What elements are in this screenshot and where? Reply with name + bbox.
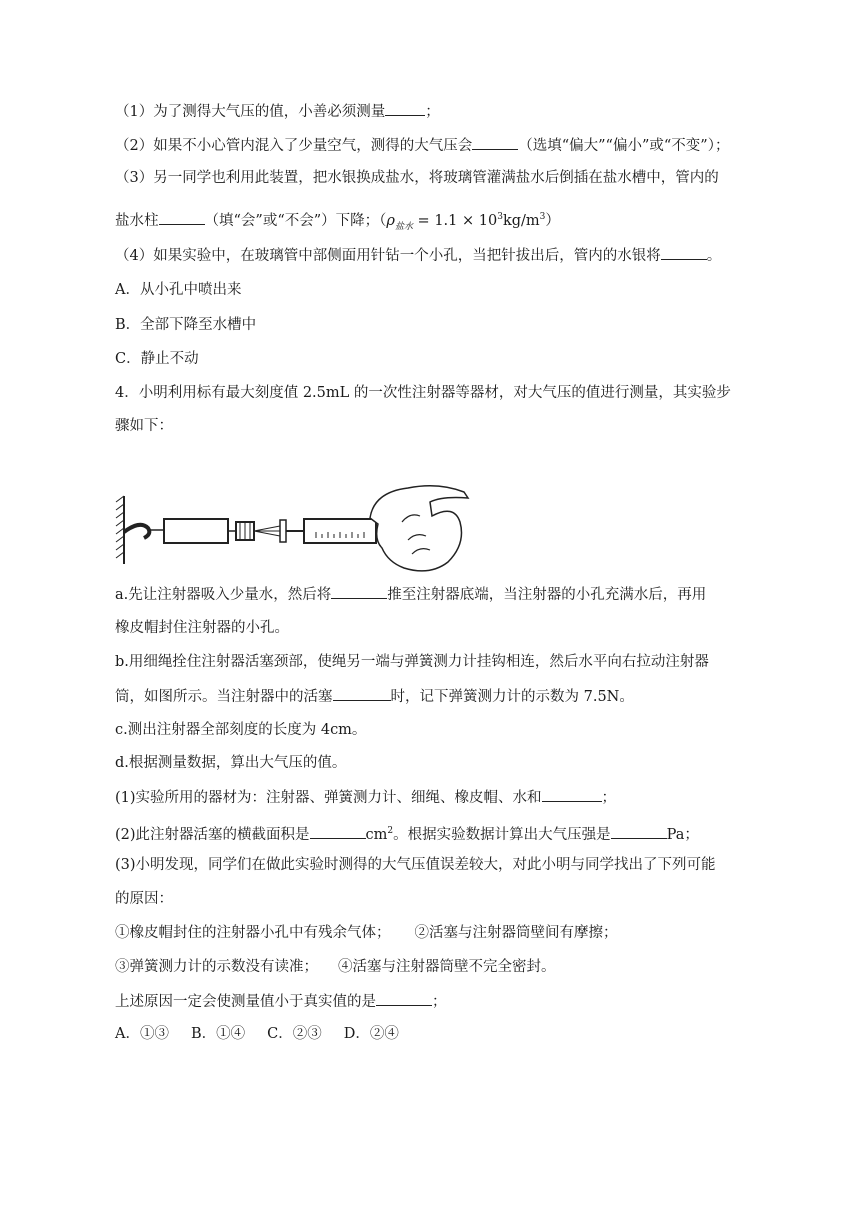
syringe-flange <box>280 520 286 542</box>
q3-part2-text: （2）如果不小心管内混入了少量空气，测得的大气压会 <box>115 138 473 154</box>
q4-step-b-line2: 筒，如图所示。当注射器中的活塞 时，记下弹簧测力计的示数为 7.5N。 <box>115 686 634 707</box>
q4-options <box>115 1024 399 1044</box>
q4-sub2: (2)此注射器活塞的横截面积是 $cm^2$。根据实验数据计算出大气压强是 Pa； <box>115 821 699 845</box>
spring-scale <box>164 519 228 543</box>
hand <box>370 486 468 571</box>
q4-option-d[interactable]: D．②④ <box>343 1026 399 1042</box>
answer-blank[interactable] <box>385 101 425 116</box>
answer-blank[interactable] <box>376 991 432 1006</box>
q3-part2: （2）如果不小心管内混入了少量空气，测得的大气压会 （选填“偏大”“偏小”或“不变”）； <box>115 135 729 156</box>
q3-part3-line1: （3）另一同学也利用此装置，把水银换成盐水，将玻璃管灌满盐水后倒插在盐水槽中，管内的 <box>115 170 719 186</box>
reason-2: ②活塞与注射器筒壁间有摩擦； <box>414 925 618 941</box>
q4-step-d: d.根据测量数据，算出大气压的值。 <box>115 755 347 771</box>
q4-reasons-row1 <box>115 923 618 943</box>
answer-blank[interactable] <box>333 686 391 701</box>
q4-step-a-line1: a.先让注射器吸入少量水，然后将 推至注射器底端，当注射器的小孔充满水后，再用 <box>115 584 706 605</box>
q4-sub3-question: 上述原因一定会使测量值小于真实值的是 ； <box>115 991 447 1012</box>
q4-intro-line1: 4．小明利用标有最大刻度值 2.5mL 的一次性注射器等器材，对大气压的值进行测量，其实验步 <box>115 385 731 401</box>
q3-part1: （1）为了测得大气压的值，小善必须测量 ； <box>115 101 440 122</box>
answer-blank[interactable] <box>159 210 205 225</box>
q3-option-b[interactable]: B．全部下降至水槽中 <box>115 317 257 333</box>
q4-option-c[interactable]: C．②③ <box>267 1026 322 1042</box>
reason-4: ④活塞与注射器筒壁不完全密封。 <box>338 959 556 975</box>
reason-1: ①橡皮帽封住的注射器小孔中有残余气体； <box>115 925 391 941</box>
answer-blank[interactable] <box>661 245 707 260</box>
q3-option-a[interactable]: A．从小孔中喷出来 <box>115 282 242 298</box>
syringe-barrel <box>304 519 376 543</box>
q4-sub3-line2: 的原因： <box>115 891 173 907</box>
wall-hatching <box>116 496 124 558</box>
answer-blank[interactable] <box>310 824 366 839</box>
answer-blank[interactable] <box>611 824 667 839</box>
q4-sub3-line1: (3)小明发现，同学们在做此实验时测得的大气压值误差较大，对此小明与同学找出了下列可能 <box>115 857 716 873</box>
q4-intro-line2: 骤如下： <box>115 418 173 434</box>
q3-part3-line2: 盐水柱 （填“会”或“不会”）下降；$(\rho_{盐水} = 1.1 \times 10^3kg/m^3)$ <box>115 207 560 237</box>
answer-blank[interactable] <box>472 135 518 150</box>
q3-option-c[interactable]: C．静止不动 <box>115 351 199 367</box>
answer-blank[interactable] <box>542 787 602 802</box>
syringe-experiment-figure <box>112 482 472 578</box>
q4-step-c: c.测出注射器全部刻度的长度为 4cm。 <box>115 722 367 738</box>
q4-step-a-line2: 橡皮帽封住注射器的小孔。 <box>115 620 289 636</box>
q3-part1-text: （1）为了测得大气压的值，小善必须测量 <box>115 104 386 120</box>
q4-reasons-row2 <box>115 957 556 977</box>
reason-3: ③弹簧测力计的示数没有读准； <box>115 959 318 975</box>
density-formula: $\rho_{盐水}$ <box>386 212 413 232</box>
q3-part4: （4）如果实验中，在玻璃管中部侧面用针钻一个小孔，当把针拔出后，管内的水银将 。 <box>115 245 721 266</box>
wall-hook <box>124 525 149 538</box>
q4-step-b-line1: b.用细绳拴住注射器活塞颈部，使绳另一端与弹簧测力计挂钩相连，然后水平向右拉动注射器 <box>115 654 709 670</box>
q4-option-a[interactable]: A．①③ <box>115 1026 169 1042</box>
q4-sub1: (1)实验所用的器材为：注射器、弹簧测力计、细绳、橡皮帽、水和 ； <box>115 787 616 808</box>
answer-blank[interactable] <box>331 584 387 599</box>
q4-option-b[interactable]: B．①④ <box>190 1026 246 1042</box>
